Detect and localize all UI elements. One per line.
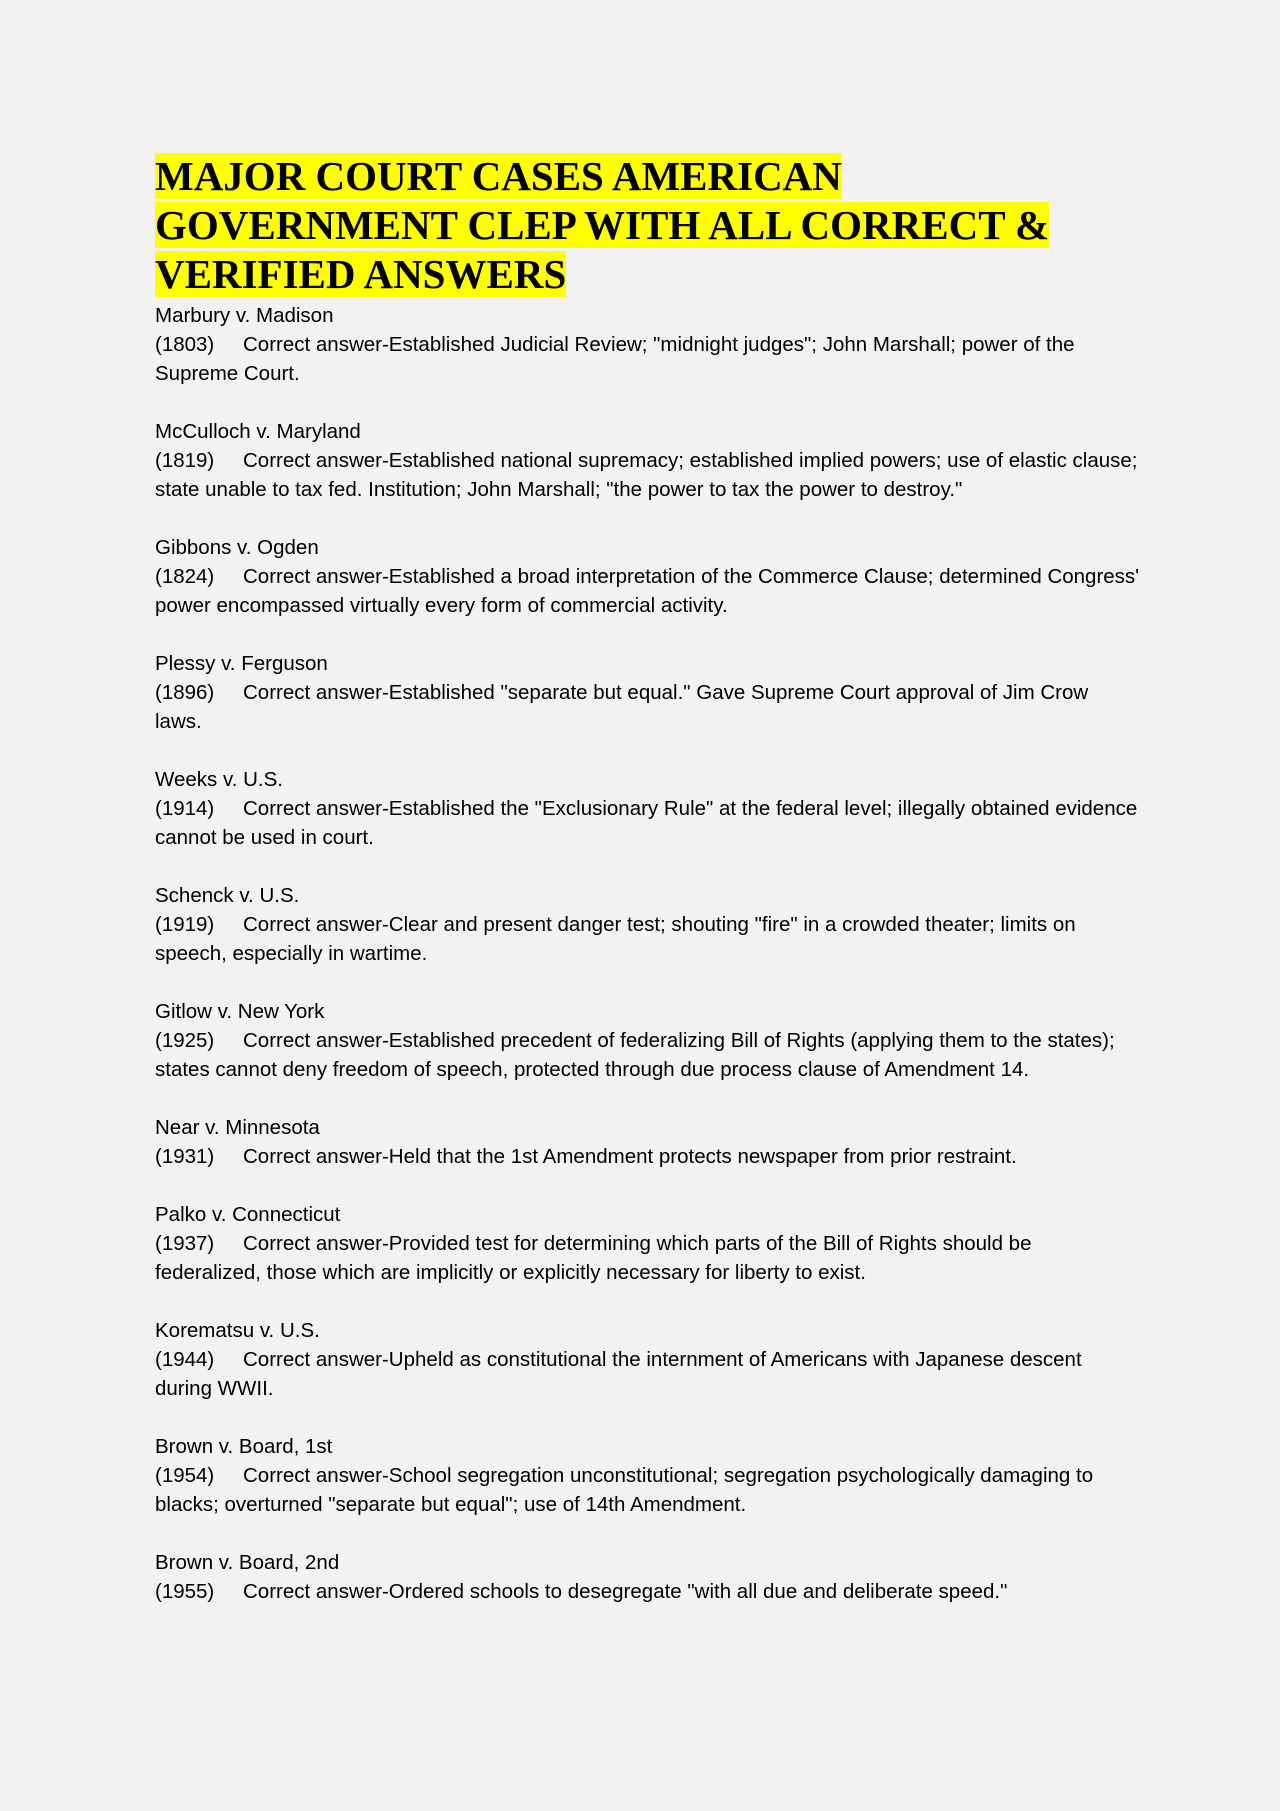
case-answer: Correct answer-Ordered schools to desegregate "with all due and deliberate speed." — [243, 1580, 1008, 1603]
case-entry — [155, 1200, 1140, 1287]
case-entry — [155, 1316, 1140, 1403]
case-year: (1955) — [155, 1580, 215, 1603]
case-entry — [155, 765, 1140, 852]
document-page — [155, 152, 1140, 1635]
case-year: (1925) — [155, 1029, 215, 1052]
case-entry — [155, 533, 1140, 620]
case-name: Gibbons v. Ogden — [155, 536, 319, 559]
case-answer: Correct answer-Established precedent of federalizing Bill of Rights (applying them to the states); states cannot deny freedom of speech, protected through due process clause of Amendment 14. — [155, 1029, 1115, 1081]
case-entry — [155, 417, 1140, 504]
case-name: Gitlow v. New York — [155, 1000, 325, 1023]
case-entry — [155, 997, 1140, 1084]
case-year: (1824) — [155, 565, 215, 588]
case-year: (1919) — [155, 913, 215, 936]
case-entry — [155, 649, 1140, 736]
case-name: Marbury v. Madison — [155, 304, 334, 327]
title-highlight: MAJOR COURT CASES AMERICAN GOVERNMENT CLEP WITH ALL CORRECT & VERIFIED ANSWERS — [155, 153, 1050, 297]
case-answer: Correct answer-Established a broad interpretation of the Commerce Clause; determined Congress' power encompassed virtually every form of commercial activity. — [155, 565, 1140, 617]
case-answer: Correct answer-Established "separate but equal." Gave Supreme Court approval of Jim Crow laws. — [155, 681, 1089, 733]
case-name: Weeks v. U.S. — [155, 768, 283, 791]
case-entry — [155, 1548, 1140, 1606]
case-answer: Correct answer-Clear and present danger test; shouting "fire" in a crowded theater; limits on speech, especially in wartime. — [155, 913, 1076, 965]
case-answer: Correct answer-Held that the 1st Amendment protects newspaper from prior restraint. — [243, 1145, 1017, 1168]
case-name: Korematsu v. U.S. — [155, 1319, 320, 1342]
case-name: Near v. Minnesota — [155, 1116, 320, 1139]
case-year: (1944) — [155, 1348, 215, 1371]
case-name: Brown v. Board, 1st — [155, 1435, 333, 1458]
case-year: (1954) — [155, 1464, 215, 1487]
case-name: Schenck v. U.S. — [155, 884, 300, 907]
case-entry — [155, 301, 1140, 388]
case-entry — [155, 1432, 1140, 1519]
case-answer: Correct answer-Established the "Exclusionary Rule" at the federal level; illegally obtained evidence cannot be used in court. — [155, 797, 1138, 849]
document-title — [155, 152, 1140, 299]
case-year: (1896) — [155, 681, 215, 704]
case-answer: Correct answer-Upheld as constitutional the internment of Americans with Japanese descent during WWII. — [155, 1348, 1082, 1400]
case-entry — [155, 881, 1140, 968]
case-entry — [155, 1113, 1140, 1171]
case-year: (1914) — [155, 797, 215, 820]
case-name: Brown v. Board, 2nd — [155, 1551, 340, 1574]
case-name: Plessy v. Ferguson — [155, 652, 328, 675]
case-year: (1819) — [155, 449, 215, 472]
case-answer: Correct answer-Established Judicial Review; "midnight judges"; John Marshall; power of the Supreme Court. — [155, 333, 1075, 385]
case-name: McCulloch v. Maryland — [155, 420, 361, 443]
case-year: (1931) — [155, 1145, 215, 1168]
case-answer: Correct answer-School segregation unconstitutional; segregation psychologically damaging to blacks; overturned "separate but equal"; use of 14th Amendment. — [155, 1464, 1094, 1516]
case-name: Palko v. Connecticut — [155, 1203, 341, 1226]
case-answer: Correct answer-Provided test for determining which parts of the Bill of Rights should be federalized, those which are implicitly or explicitly necessary for liberty to exist. — [155, 1232, 1032, 1284]
case-answer: Correct answer-Established national supremacy; established implied powers; use of elastic clause; state unable to tax fed. Institution; John Marshall; "the power to tax the power to destroy." — [155, 449, 1138, 501]
case-year: (1937) — [155, 1232, 215, 1255]
case-year: (1803) — [155, 333, 215, 356]
